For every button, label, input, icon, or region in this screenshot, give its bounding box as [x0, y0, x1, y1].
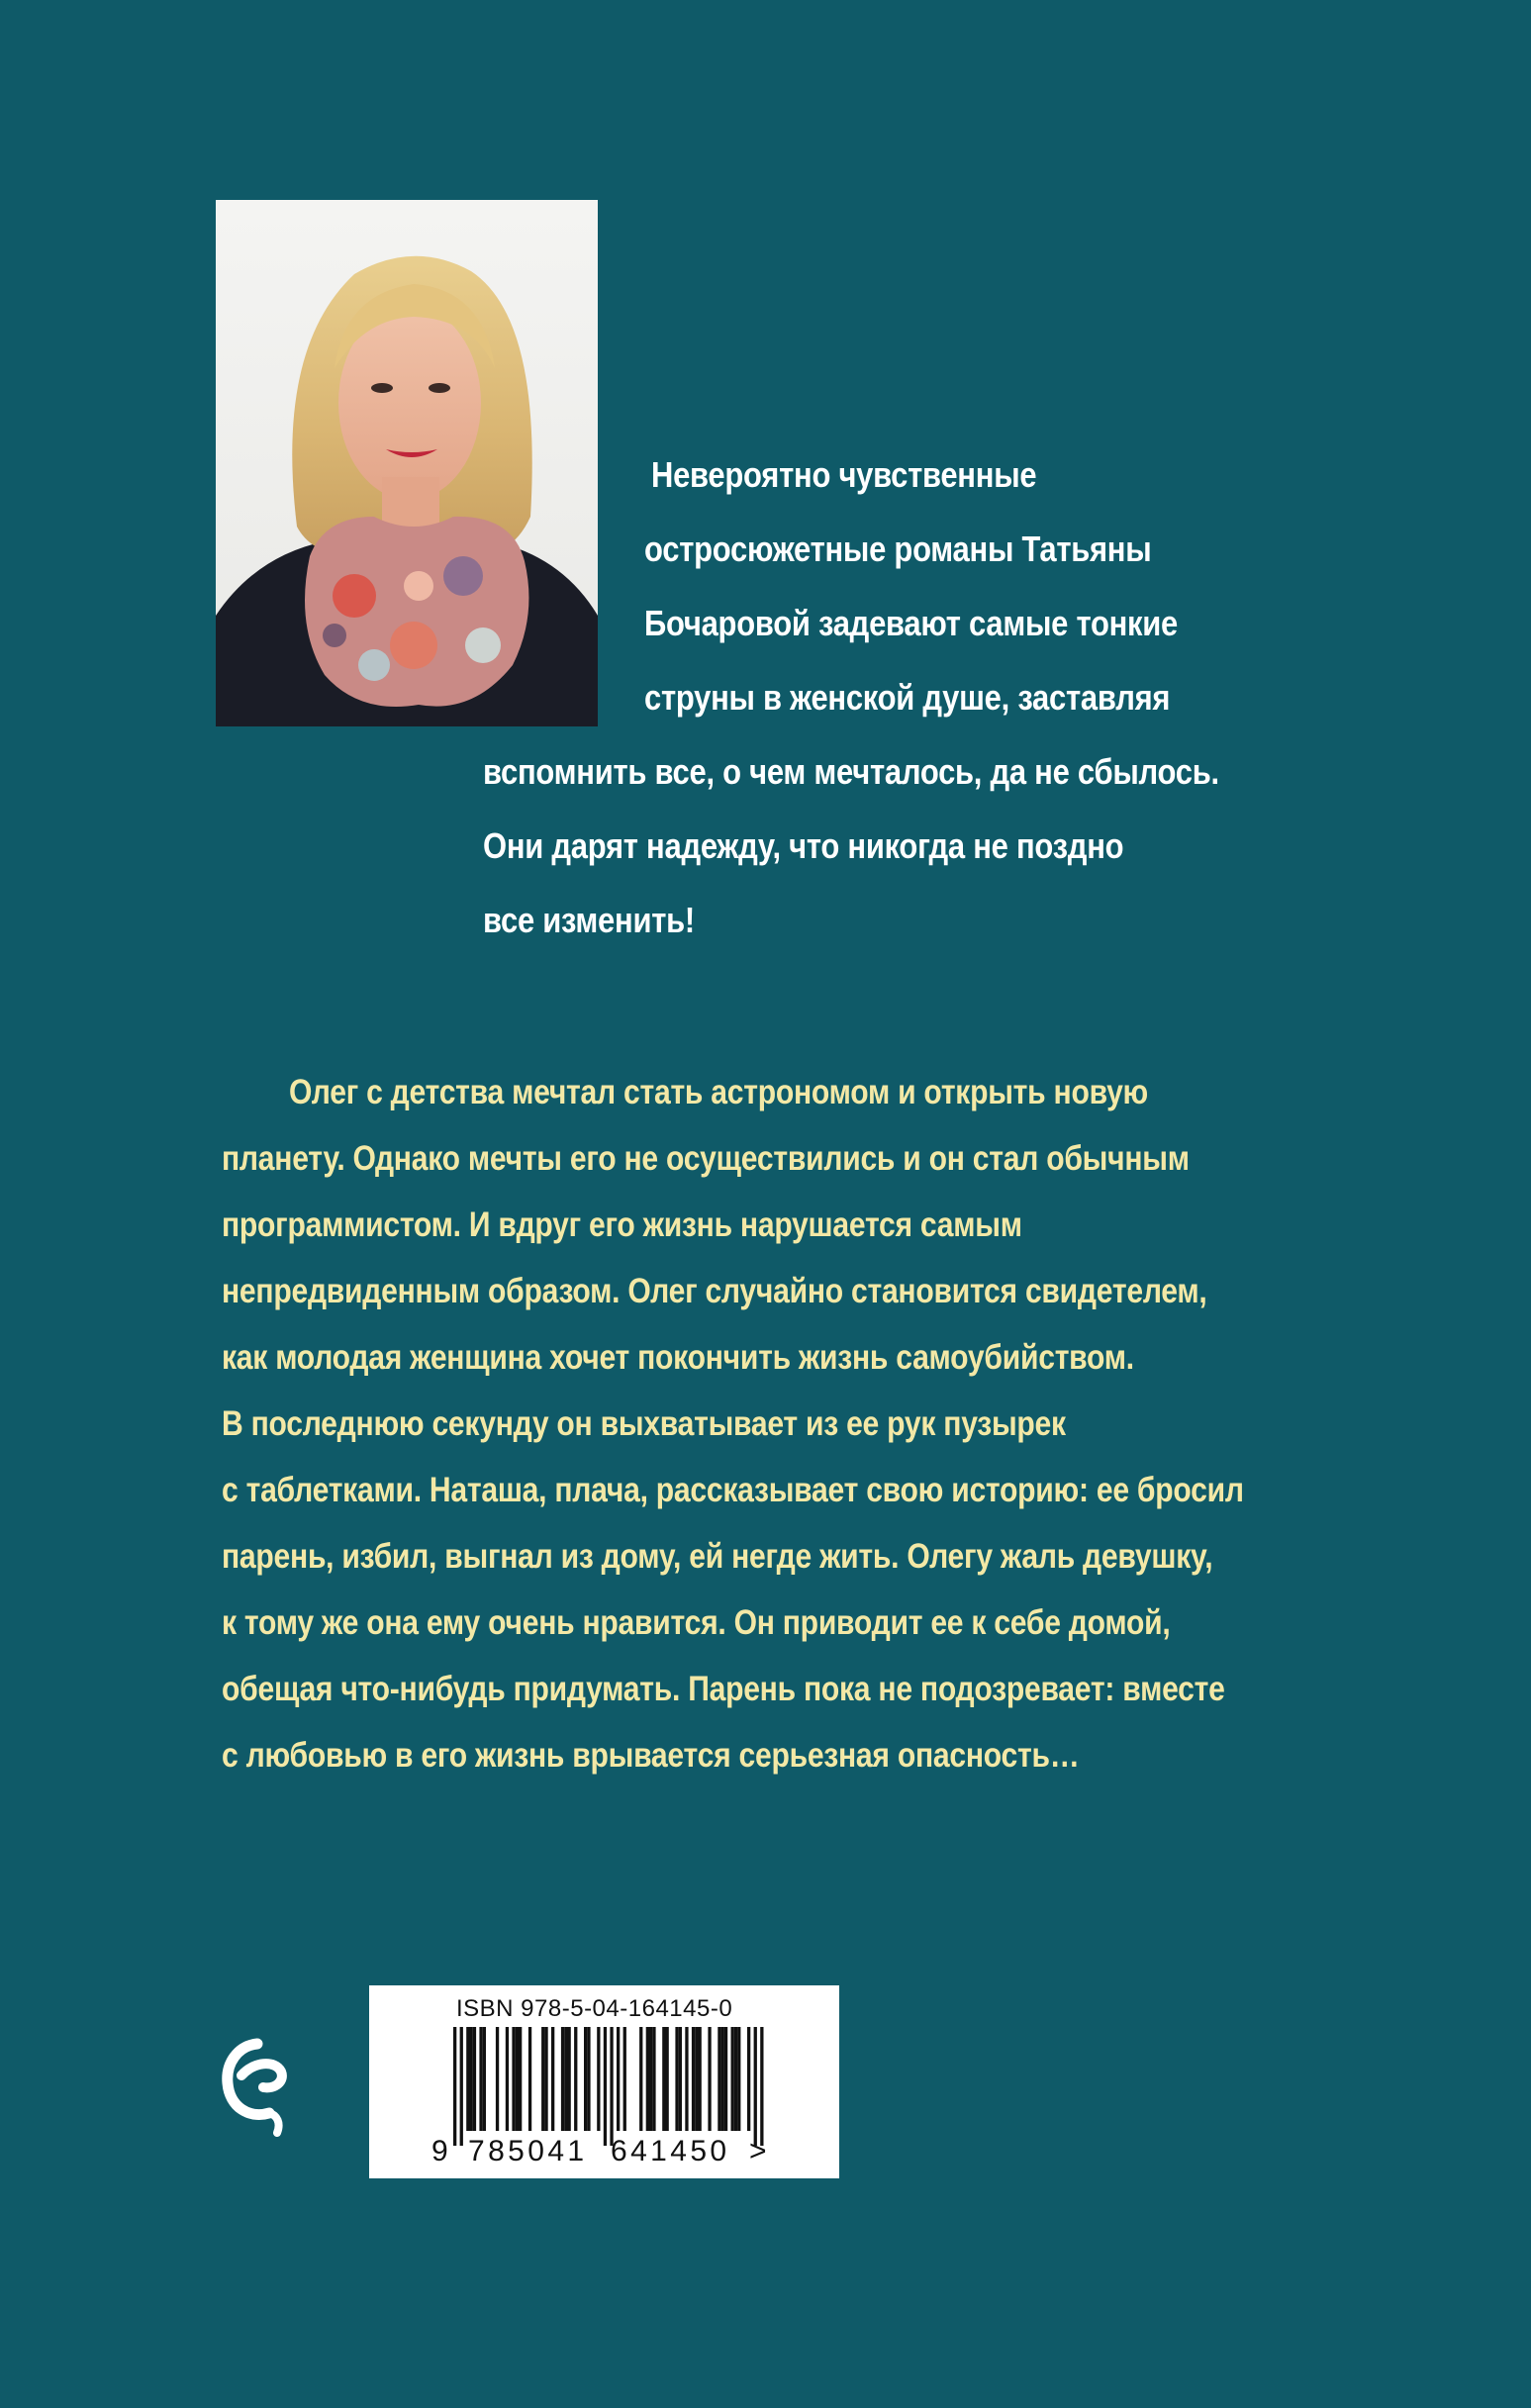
- barcode-bar: [679, 2027, 682, 2131]
- barcode-bar: [516, 2027, 519, 2131]
- barcode-left-digits: 785041: [468, 2135, 588, 2167]
- barcode-arrow: >: [749, 2135, 767, 2167]
- barcode-bar: [747, 2027, 750, 2131]
- synopsis-line: непредвиденным образом. Олег случайно становится свидетелем,: [222, 1272, 1207, 1310]
- isbn-barcode: [369, 1985, 839, 2178]
- tagline-line: струны в женской душе, заставляя: [644, 677, 1171, 718]
- barcode-bar: [574, 2027, 577, 2131]
- synopsis-line: к тому же она ему очень нравится. Он приводит ее к себе домой,: [222, 1603, 1171, 1642]
- barcode-bar: [708, 2027, 711, 2131]
- synopsis-line: парень, избил, выгнал из дому, ей негде жить. Олегу жаль девушку,: [222, 1537, 1213, 1576]
- tagline-line: все изменить!: [483, 900, 695, 940]
- barcode-bar: [597, 2027, 600, 2131]
- barcode-bar: [662, 2027, 665, 2131]
- barcode-bar: [754, 2027, 757, 2146]
- barcode-bar: [666, 2027, 669, 2131]
- barcode-bar: [479, 2027, 482, 2131]
- synopsis-line: Олег с детства мечтал стать астрономом и открыть новую: [289, 1073, 1148, 1111]
- barcode-bar: [453, 2027, 456, 2146]
- barcode-bar: [692, 2027, 695, 2131]
- barcode-bar: [675, 2027, 678, 2131]
- tagline-line: Они дарят надежду, что никогда не поздно: [483, 825, 1124, 866]
- synopsis-line: с таблетками. Наташа, плача, рассказывает свою историю: ее бросил: [222, 1471, 1244, 1509]
- synopsis-line: планету. Однако мечты его не осуществились и он стал обычным: [222, 1139, 1190, 1178]
- author-photo: [216, 200, 598, 726]
- author-portrait-image: [216, 200, 598, 726]
- barcode-bar: [541, 2027, 544, 2131]
- barcode-bar: [496, 2027, 499, 2131]
- isbn-label: ISBN 978-5-04-164145-0: [456, 1995, 733, 2022]
- barcode-bar: [564, 2027, 567, 2131]
- barcode-bar: [734, 2027, 737, 2131]
- barcode-bar: [760, 2027, 763, 2146]
- barcode-bar: [652, 2027, 655, 2131]
- barcode-bar: [460, 2027, 463, 2146]
- barcode-bar: [695, 2027, 698, 2131]
- barcode-bar: [639, 2027, 642, 2131]
- barcode-right-digits: 641450: [611, 2135, 730, 2167]
- barcode-bar: [584, 2027, 587, 2131]
- tagline-line: Невероятно чувственные: [651, 454, 1037, 495]
- barcode-bar: [561, 2027, 564, 2131]
- barcode-bar: [610, 2027, 613, 2146]
- barcode-bar: [473, 2027, 476, 2131]
- barcode-bar: [528, 2027, 531, 2131]
- tagline-line: Бочаровой задевают самые тонкие: [644, 603, 1179, 643]
- barcode-bar: [483, 2027, 486, 2131]
- barcode-bar: [466, 2027, 469, 2131]
- barcode-bar: [718, 2027, 720, 2131]
- barcode-bar: [685, 2027, 688, 2131]
- barcode-bar: [724, 2027, 727, 2131]
- eksmo-logo-icon: [220, 2016, 291, 2137]
- barcode-bar: [604, 2027, 607, 2146]
- synopsis-line: как молодая женщина хочет покончить жизнь самоубийством.: [222, 1338, 1134, 1377]
- barcode-bar: [737, 2027, 740, 2131]
- tagline-line: вспомнить все, о чем мечталось, да не сбылось.: [483, 751, 1219, 792]
- barcode-bar: [587, 2027, 590, 2131]
- barcode-bar: [617, 2027, 620, 2131]
- synopsis-line: обещая что-нибудь придумать. Парень пока не подозревает: вместе: [222, 1670, 1225, 1708]
- barcode-bar: [699, 2027, 702, 2131]
- barcode-bar: [646, 2027, 649, 2131]
- barcode-bar: [544, 2027, 547, 2131]
- synopsis-line: В последнюю секунду он выхватывает из ее рук пузырек: [222, 1404, 1066, 1443]
- barcode-bar: [519, 2027, 522, 2131]
- synopsis-line: программистом. И вдруг его жизнь нарушается самым: [222, 1205, 1022, 1244]
- barcode-bar: [512, 2027, 515, 2131]
- barcode-bar: [551, 2027, 554, 2131]
- barcode-bar: [470, 2027, 473, 2131]
- barcode-bar: [721, 2027, 724, 2131]
- tagline-line: остросюжетные романы Татьяны: [644, 529, 1152, 569]
- barcode-bar: [649, 2027, 652, 2131]
- barcode-first-digit: 9: [431, 2135, 448, 2167]
- barcode-bar: [731, 2027, 734, 2131]
- synopsis-line: с любовью в его жизнь врывается серьезная опасность…: [222, 1736, 1080, 1775]
- barcode-bar: [623, 2027, 626, 2131]
- barcode-bar: [568, 2027, 571, 2131]
- barcode-bar: [506, 2027, 509, 2131]
